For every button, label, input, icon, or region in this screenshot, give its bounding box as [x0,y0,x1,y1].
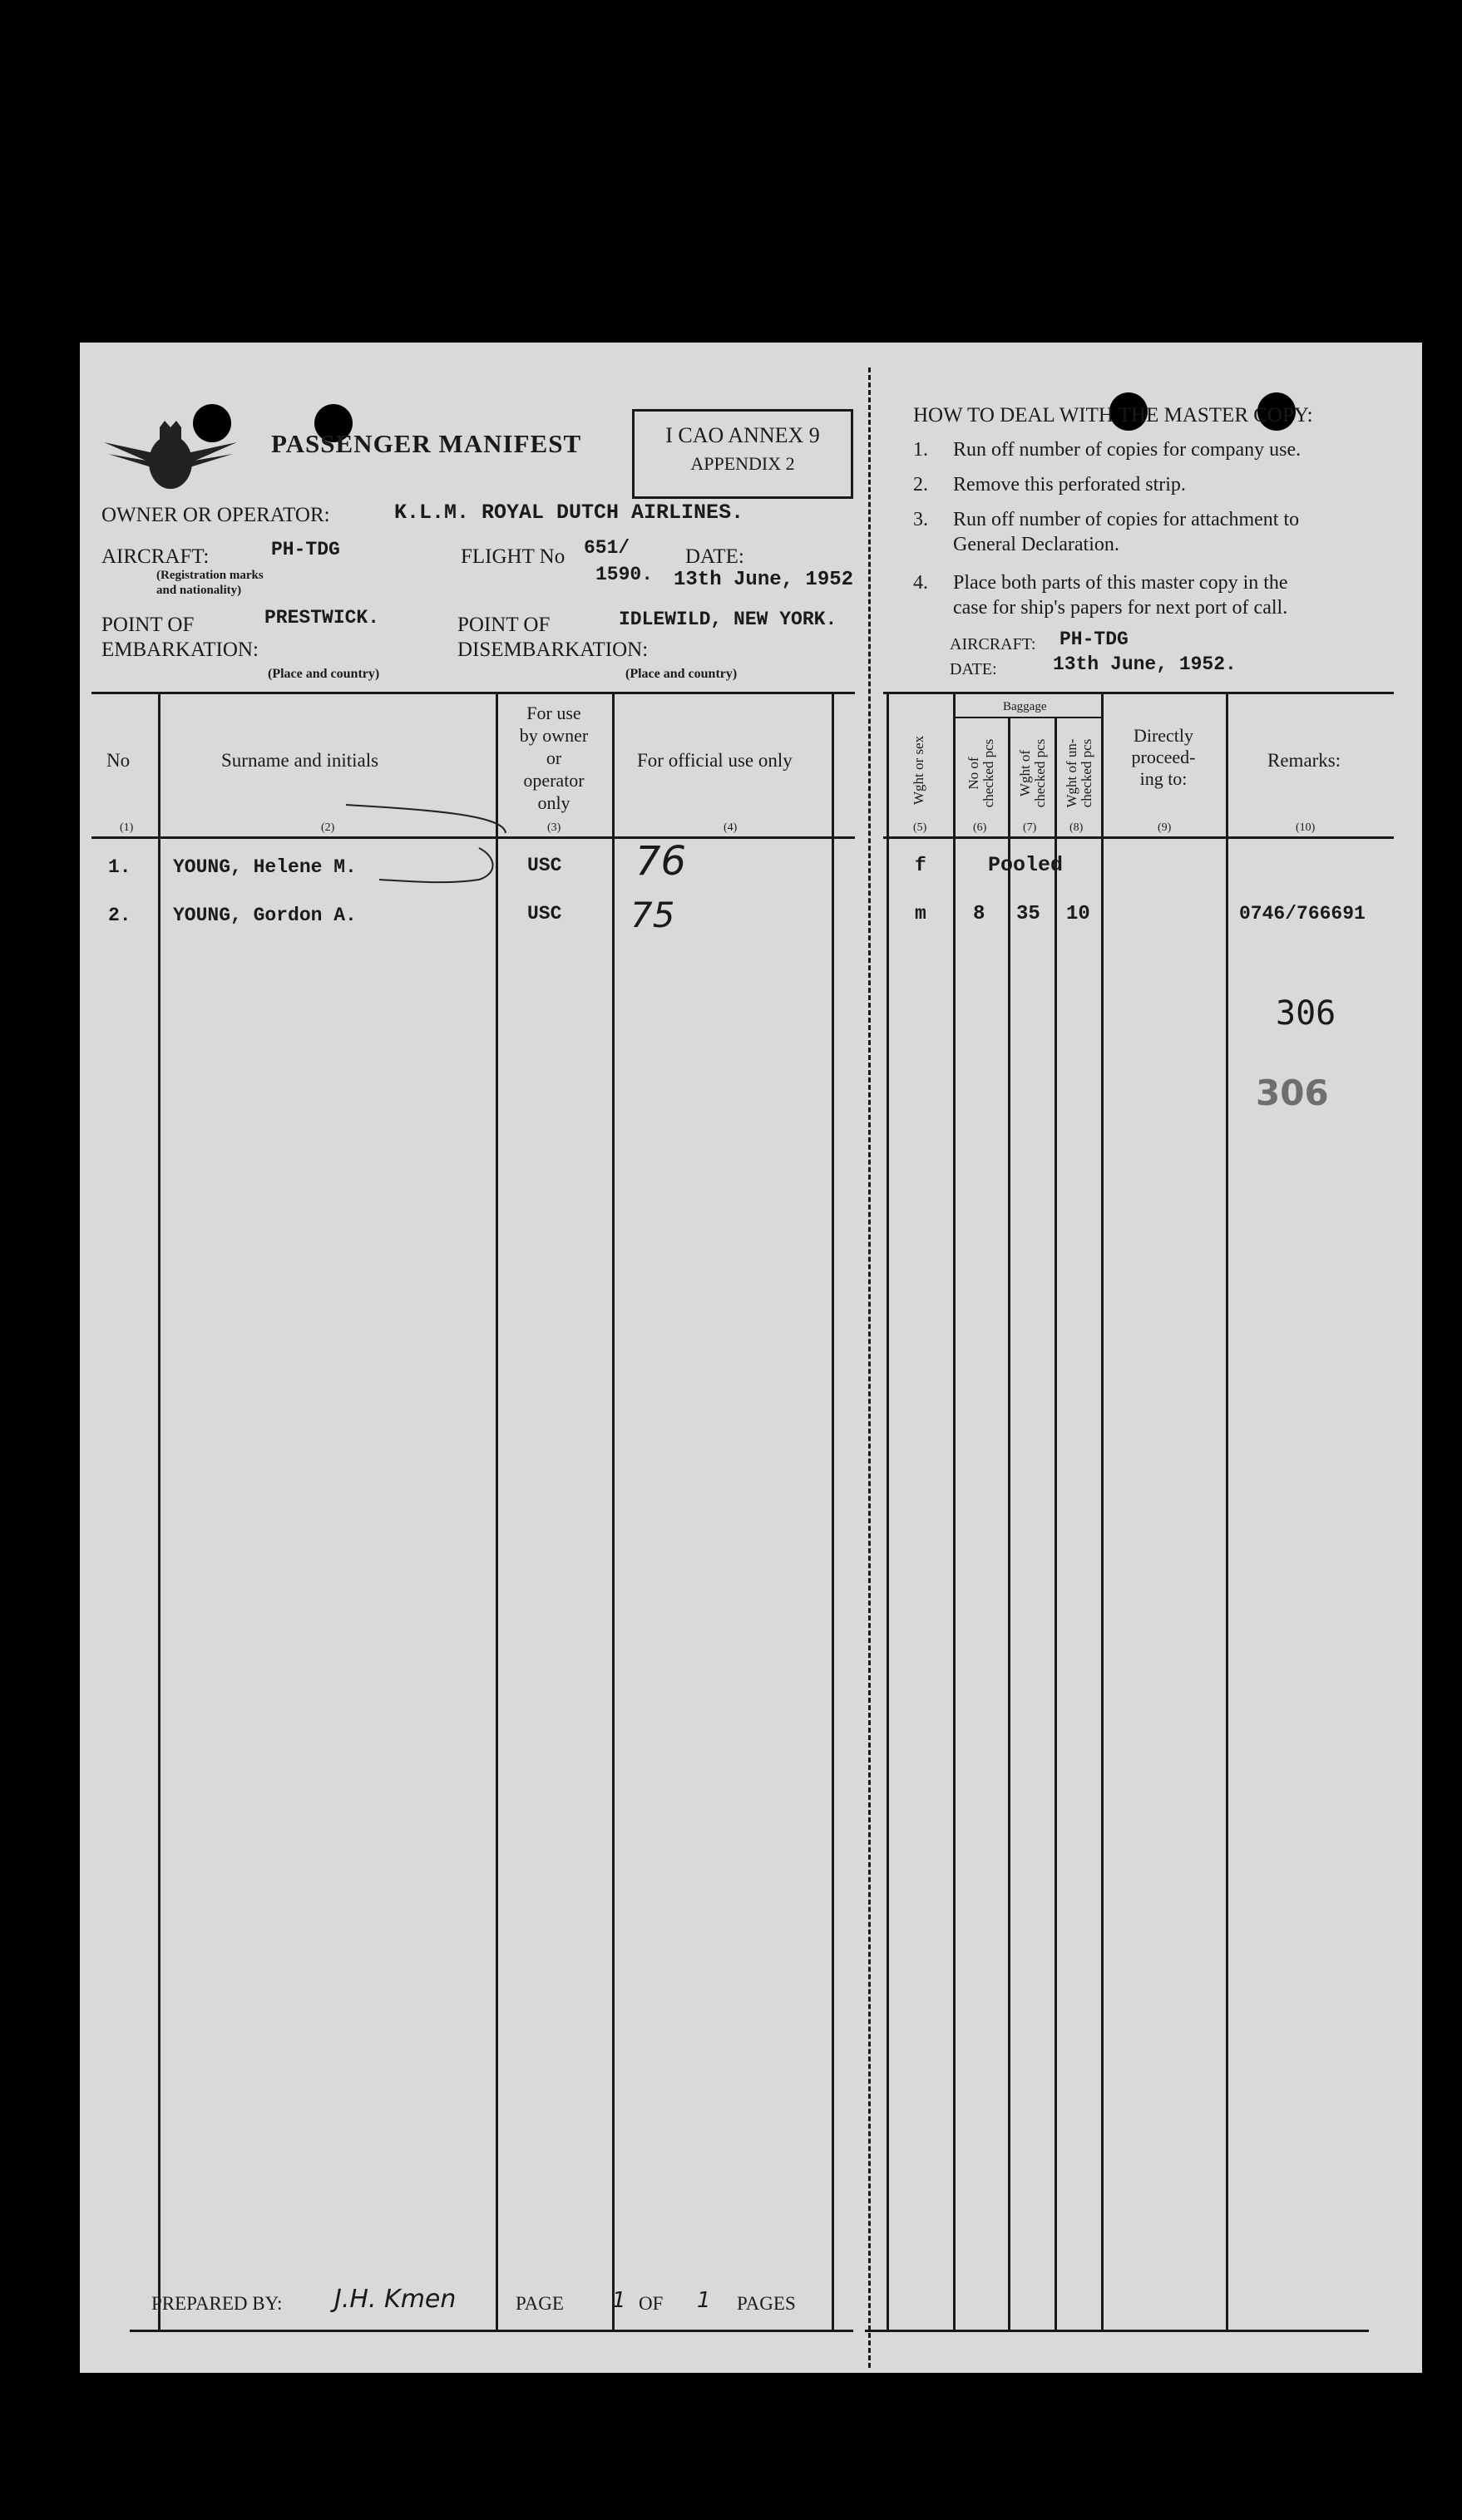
column-divider [887,692,889,2331]
page-label: PAGE [516,2293,564,2314]
header-line: checked pcs [980,738,996,808]
header-line: Wght of un- [1064,738,1079,808]
instruction-text: Run off number of copies for company use. [953,439,1301,461]
appendix-label: APPENDIX 2 [690,453,795,474]
column-divider [1226,692,1228,2331]
instruction-text: Remove this perforated strip. [953,474,1186,496]
instructions-title: HOW TO DEAL WITH THE MASTER COPY: [913,404,1313,427]
instruction-text: Run off number of copies for attachment to [953,509,1300,530]
copy-date-label: DATE: [950,660,997,678]
stamp-number: 306 [1276,994,1336,1033]
column-header-directly [1101,725,1226,790]
passenger-name: YOUNG, Helene M. [173,856,357,878]
perforation-line [868,367,871,2368]
embark-value: PRESTWICK. [264,607,380,629]
header-line: Wght of [1017,749,1033,797]
column-header-owner-use [496,702,612,814]
ticket-remark: 0746/766691 [1239,903,1366,925]
flight-value: 651/ [584,537,630,559]
column-header-remarks: Remarks: [1267,750,1341,771]
of-label: OF [639,2293,664,2314]
column-header-official: For official use only [637,750,793,771]
document-title: PASSENGER MANIFEST [271,429,582,458]
copy-aircraft-label: AIRCRAFT: [950,635,1036,653]
instruction-number: 1. [913,439,928,461]
header-line: operator [523,770,585,791]
column-number: (7) [1023,821,1037,834]
instruction-text: case for ship's papers for next port of call. [953,597,1288,619]
pen-mark [329,798,546,890]
owner-use-code: USC [527,903,562,925]
official-number: 75 [630,895,675,935]
stamp-number-faded: 306 [1256,1073,1329,1113]
aircraft-note: (Registration marks [156,569,264,582]
instruction-number: 4. [913,572,928,594]
column-header-surname: Surname and initials [221,750,379,771]
preparer-signature: J.H. Kmen [334,2285,457,2314]
column-header-wght-checked [1018,732,1048,815]
column-divider [612,692,615,2331]
header-line: or [546,747,562,768]
header-line: For use [526,703,581,723]
owner-value: K.L.M. ROYAL DUTCH AIRLINES. [394,501,744,525]
owner-use-code: USC [527,855,562,876]
weight-sex: m [915,903,926,925]
annex-label: I CAO ANNEX 9 [665,423,820,447]
column-number: (9) [1158,821,1172,834]
column-header-weight-sex: Wght or sex [911,735,926,805]
checked-pieces: 8 [973,903,985,925]
embark-note: (Place and country) [268,667,380,681]
column-number: (10) [1296,821,1316,834]
row-number: 1. [108,856,131,878]
column-divider [1101,692,1104,2331]
instruction-text: Place both parts of this master copy in the [953,572,1288,594]
disembark-label: POINT OF [457,614,551,636]
header-line: Directly [1133,725,1194,746]
copy-aircraft-value: PH-TDG [1059,629,1129,650]
table-top-rule [883,692,1394,694]
owner-label: OWNER OR OPERATOR: [101,504,330,526]
date-label: DATE: [685,545,744,568]
unchecked-weight: 10 [1066,903,1090,925]
embark-label: EMBARKATION: [101,639,259,661]
column-number: (5) [913,821,927,834]
instruction-number: 3. [913,509,928,530]
header-line: only [537,792,570,813]
aircraft-note: and nationality) [156,584,242,597]
column-header-no-checked [966,732,996,815]
column-number: (6) [973,821,987,834]
column-number: (3) [547,821,561,834]
column-number: (4) [724,821,738,834]
column-divider [496,692,498,2331]
manifest-sheet [80,343,1422,2373]
column-divider [953,692,956,2331]
baggage-pooled: Pooled [988,853,1064,877]
column-header-baggage: Baggage [1003,700,1047,713]
embark-label: POINT OF [101,614,195,636]
pages-label: PAGES [737,2293,796,2314]
header-line: by owner [519,725,589,746]
passenger-name: YOUNG, Gordon A. [173,905,357,926]
header-line: ing to: [1139,768,1188,789]
page-number: 1 [612,2288,626,2313]
disembark-label: DISEMBARKATION: [457,639,649,661]
flight-value: 1590. [595,564,654,585]
column-divider [158,692,161,2331]
column-number: (1) [120,821,134,834]
prepared-by-label: PREPARED BY: [151,2293,283,2314]
column-header-wght-unchecked [1064,732,1094,815]
flight-label: FLIGHT No [461,545,566,568]
date-value: 13th June, 1952 [674,569,854,591]
instruction-number: 2. [913,474,928,496]
instruction-text: General Declaration. [953,534,1119,555]
header-line: No of [966,757,981,790]
aircraft-label: AIRCRAFT: [101,545,210,568]
header-line: checked pcs [1079,738,1094,808]
column-header-no: No [106,750,131,771]
official-number: 76 [635,838,687,885]
header-bottom-rule [883,836,1394,839]
header-line: proceed- [1131,747,1196,767]
weight-sex: f [915,855,926,876]
column-divider [832,692,834,2331]
column-divider [1055,718,1057,2331]
table-top-rule [91,692,855,694]
row-number: 2. [108,905,131,926]
disembark-note: (Place and country) [625,667,738,681]
baggage-rule [953,717,1103,718]
klm-crown-logo [100,419,241,494]
total-pages: 1 [697,2288,711,2313]
table-bottom-rule [865,2330,1369,2332]
checked-weight: 35 [1016,903,1040,925]
column-number: (2) [321,821,335,834]
table-bottom-rule [130,2330,853,2332]
column-divider [1008,718,1010,2331]
annex-box [632,409,853,499]
column-number: (8) [1069,821,1084,834]
header-line: checked pcs [1032,738,1048,808]
aircraft-value: PH-TDG [271,539,340,560]
disembark-value: IDLEWILD, NEW YORK. [619,609,837,630]
copy-date-value: 13th June, 1952. [1053,653,1237,675]
